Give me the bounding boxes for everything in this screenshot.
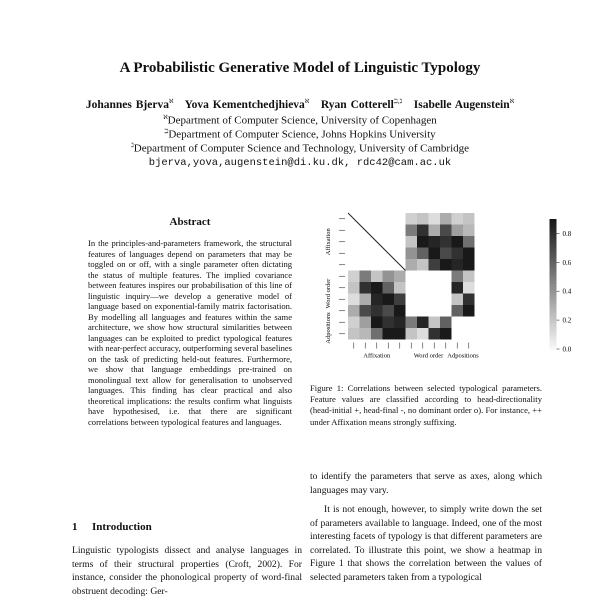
heatmap-cell (360, 271, 372, 283)
colorbar-tick-label: 0.8 (562, 229, 572, 238)
heatmap-cell (406, 317, 418, 329)
colorbar-segment (550, 284, 557, 288)
author-mark: ℵ (509, 99, 515, 105)
colorbar-segment (550, 320, 557, 324)
heatmap-cell (463, 282, 475, 294)
colorbar-segment (550, 265, 557, 269)
heatmap-cell (440, 259, 452, 271)
colorbar-segment (550, 271, 557, 275)
right-paragraph: to identify the parameters that serve as axes, along which languages may vary. (310, 471, 542, 496)
heatmap-col-group-label: Adpositions (447, 352, 479, 360)
colorbar-segment (550, 239, 557, 243)
heatmap-cell (452, 248, 464, 260)
heatmap-cell (383, 282, 395, 294)
colorbar-segment (550, 333, 557, 337)
colorbar-segment (550, 313, 557, 317)
affiliation-mark: ℶ (164, 129, 169, 135)
heatmap-cell (463, 236, 475, 248)
affiliation-text: Department of Computer Science and Technology, University of Cambridge (133, 142, 470, 155)
heatmap-cell (394, 282, 406, 294)
figure-heatmap (300, 205, 572, 380)
heatmap-cell (406, 225, 418, 237)
heatmap-cell (383, 317, 395, 329)
heatmap-cell (417, 213, 429, 225)
colorbar-segment (550, 242, 557, 246)
heatmap-cell (429, 259, 441, 271)
heatmap-cell (371, 305, 383, 317)
colorbar-segment (550, 323, 557, 327)
heatmap-cell (452, 282, 464, 294)
heatmap-cell (463, 225, 475, 237)
section-heading (72, 521, 152, 533)
heatmap-cell (383, 294, 395, 306)
heatmap-cell (394, 305, 406, 317)
heatmap-cell (406, 236, 418, 248)
heatmap-cell (348, 271, 360, 283)
heatmap-cell (394, 271, 406, 283)
heatmap-row-group-label: Adpositions (325, 312, 332, 344)
heatmap-cell (463, 248, 475, 260)
heatmap-diagonal (348, 213, 406, 271)
paper-title: A Probabilistic Generative Model of Linguistic Typology (119, 60, 481, 76)
colorbar-segment (550, 339, 557, 343)
colorbar-segment (550, 245, 557, 249)
heatmap-cell (440, 317, 452, 329)
heatmap-cell (371, 294, 383, 306)
heatmap-cell (371, 271, 383, 283)
heatmap-cell (406, 213, 418, 225)
colorbar-segment (550, 219, 557, 223)
heatmap-cell (348, 328, 360, 340)
author-mark: ℵ (304, 99, 310, 105)
colorbar-segment (550, 346, 557, 350)
author-name: Isabelle Augenstein (413, 98, 510, 111)
colorbar-segment (550, 235, 557, 239)
heatmap-cell (452, 259, 464, 271)
heatmap-cell (463, 259, 475, 271)
colorbar-segment (550, 336, 557, 340)
colorbar-segment (550, 274, 557, 278)
colorbar-segment (550, 294, 557, 298)
intro-paragraph: Linguistic typologists dissect and analyse languages in terms of their structural properties (Croft, 2002). For instance, consider the phonological property of word-final obstruent decoding: Ger- (72, 545, 302, 597)
author-name: Yova Kementchedjhieva (184, 98, 305, 111)
colorbar-tick-label: 0.2 (562, 316, 572, 325)
heatmap-col-group-label: Word order (413, 352, 444, 360)
abstract-heading: Abstract (169, 216, 211, 228)
colorbar-segment (550, 268, 557, 272)
colorbar-segment (550, 300, 557, 304)
colorbar-tick-label: 0.6 (562, 258, 572, 267)
heatmap-cell (348, 305, 360, 317)
heatmap-cell (463, 294, 475, 306)
affiliation-text: Department of Computer Science, Johns Hopkins University (168, 128, 436, 141)
author-emails: bjerva,yova,augenstein@di.ku.dk, rdc42@cam.ac.uk (148, 157, 452, 169)
heatmap-cell (417, 248, 429, 260)
author-name: Ryan Cotterell (320, 98, 394, 111)
heatmap-cell (452, 305, 464, 317)
heatmap-cell (371, 282, 383, 294)
author-name: Johannes Bjerva (85, 98, 169, 111)
heatmap-row-group-label: Affixation (325, 228, 332, 256)
heatmap-cell (417, 328, 429, 340)
heatmap-cell (371, 328, 383, 340)
affiliation (0, 114, 600, 127)
colorbar-segment (550, 226, 557, 230)
heatmap-cell (360, 328, 372, 340)
author-list (0, 98, 600, 111)
heatmap-cell (383, 271, 395, 283)
heatmap-cell (348, 317, 360, 329)
heatmap-cell (406, 248, 418, 260)
heatmap-cell (440, 213, 452, 225)
colorbar-segment (550, 248, 557, 252)
figure-caption: Figure 1: Correlations between selected typological parameters. Feature values are classified according to head-directionality (head-initial +, head-final -, no dominant order o). For instance, ++ under Affixation means strongly suffixing. (310, 383, 542, 427)
colorbar-segment (550, 255, 557, 259)
heatmap-cell (429, 225, 441, 237)
colorbar-segment (550, 297, 557, 301)
heatmap-cell (452, 236, 464, 248)
colorbar-segment (550, 258, 557, 262)
heatmap-cell (440, 236, 452, 248)
heatmap-cell (394, 328, 406, 340)
heatmap-cell (417, 259, 429, 271)
colorbar-segment (550, 278, 557, 282)
heatmap-cell (348, 282, 360, 294)
author-mark: ℶ,ℷ (393, 99, 403, 105)
heatmap-cell (394, 294, 406, 306)
colorbar-tick-label: 0.0 (562, 345, 572, 354)
colorbar-segment (550, 287, 557, 291)
heatmap-cell (452, 225, 464, 237)
colorbar-segment (550, 252, 557, 256)
colorbar-tick-label: 0.4 (562, 287, 572, 296)
heatmap-cell (394, 317, 406, 329)
heatmap-cell (417, 317, 429, 329)
affiliation-text: Department of Computer Science, University of Copenhagen (167, 114, 437, 127)
heatmap-cell (348, 294, 360, 306)
heatmap-cell (417, 225, 429, 237)
heatmap-cell (440, 225, 452, 237)
affiliation-mark: ℵ (163, 115, 168, 121)
heatmap-cell (360, 317, 372, 329)
heatmap-cell (371, 317, 383, 329)
colorbar-segment (550, 330, 557, 334)
affiliation-mark: ℷ (130, 143, 134, 149)
colorbar-segment (550, 307, 557, 311)
heatmap-cell (417, 236, 429, 248)
abstract-text: In the principles-and-parameters framework, the structural features of languages depend on parameters that may be toggled on or off, with a single parameter often dictating the status of multiple features. The implied covariance between features inspires our probabilisation of this line of linguistic inquiry—we develop a generative model of language based on exponential-family matrix factorisation. By modelling all languages and features within the same architecture, we show how structural similarities between languages can be exploited to predict typological features with near-perfect accuracy, outperforming several baselines on the task of predicting held-out features. Furthermore, we show that language embeddings pre-trained on monolingual text allow for generalisation to unobserved languages. This finding has clear practical and also theoretical implications: the results confirm what linguists have hypothesised, i.e. that there are significant correlations between typological features and languages. (88, 238, 292, 427)
heatmap-cell (429, 213, 441, 225)
colorbar-segment (550, 222, 557, 226)
colorbar-segment (550, 291, 557, 295)
heatmap-cell (360, 305, 372, 317)
heatmap-cell (383, 328, 395, 340)
author-mark: ℵ (168, 99, 174, 105)
colorbar-segment (550, 317, 557, 321)
colorbar-segment (550, 261, 557, 265)
colorbar-segment (550, 229, 557, 233)
right-paragraph: It is not enough, however, to simply write down the set of parameters available to language. Indeed, one of the most interesting facets of typology is that different parameters are correlated. To illustrate this point, we show a heatmap in Figure 1 that shows the correlation between the values of selected parameters taken from a typological (310, 504, 542, 583)
heatmap-cell (463, 271, 475, 283)
heatmap-cell (429, 236, 441, 248)
colorbar-segment (550, 281, 557, 285)
heatmap-cell (463, 305, 475, 317)
heatmap-cell (383, 305, 395, 317)
heatmap-cell (429, 317, 441, 329)
section-number: 1 (72, 521, 78, 533)
colorbar-segment (550, 343, 557, 347)
affiliation (0, 128, 600, 141)
colorbar-segment (550, 310, 557, 314)
heatmap-cell (440, 328, 452, 340)
heatmap-cell (360, 294, 372, 306)
heatmap-cell (360, 282, 372, 294)
colorbar-segment (550, 326, 557, 330)
colorbar-segment (550, 232, 557, 236)
colorbar-segment (550, 304, 557, 308)
heatmap-cell (440, 248, 452, 260)
heatmap-cell (429, 328, 441, 340)
heatmap-cell (452, 213, 464, 225)
heatmap-col-group-label: Affixation (363, 352, 391, 360)
heatmap-row-group-label: Word order (325, 278, 332, 309)
heatmap-cell (452, 271, 464, 283)
affiliation (0, 142, 600, 155)
heatmap-cell (406, 259, 418, 271)
heatmap-chart (300, 205, 572, 380)
heatmap-cell (463, 213, 475, 225)
heatmap-cell (429, 248, 441, 260)
section-title: Introduction (92, 521, 152, 533)
heatmap-cell (406, 328, 418, 340)
heatmap-cell (452, 294, 464, 306)
